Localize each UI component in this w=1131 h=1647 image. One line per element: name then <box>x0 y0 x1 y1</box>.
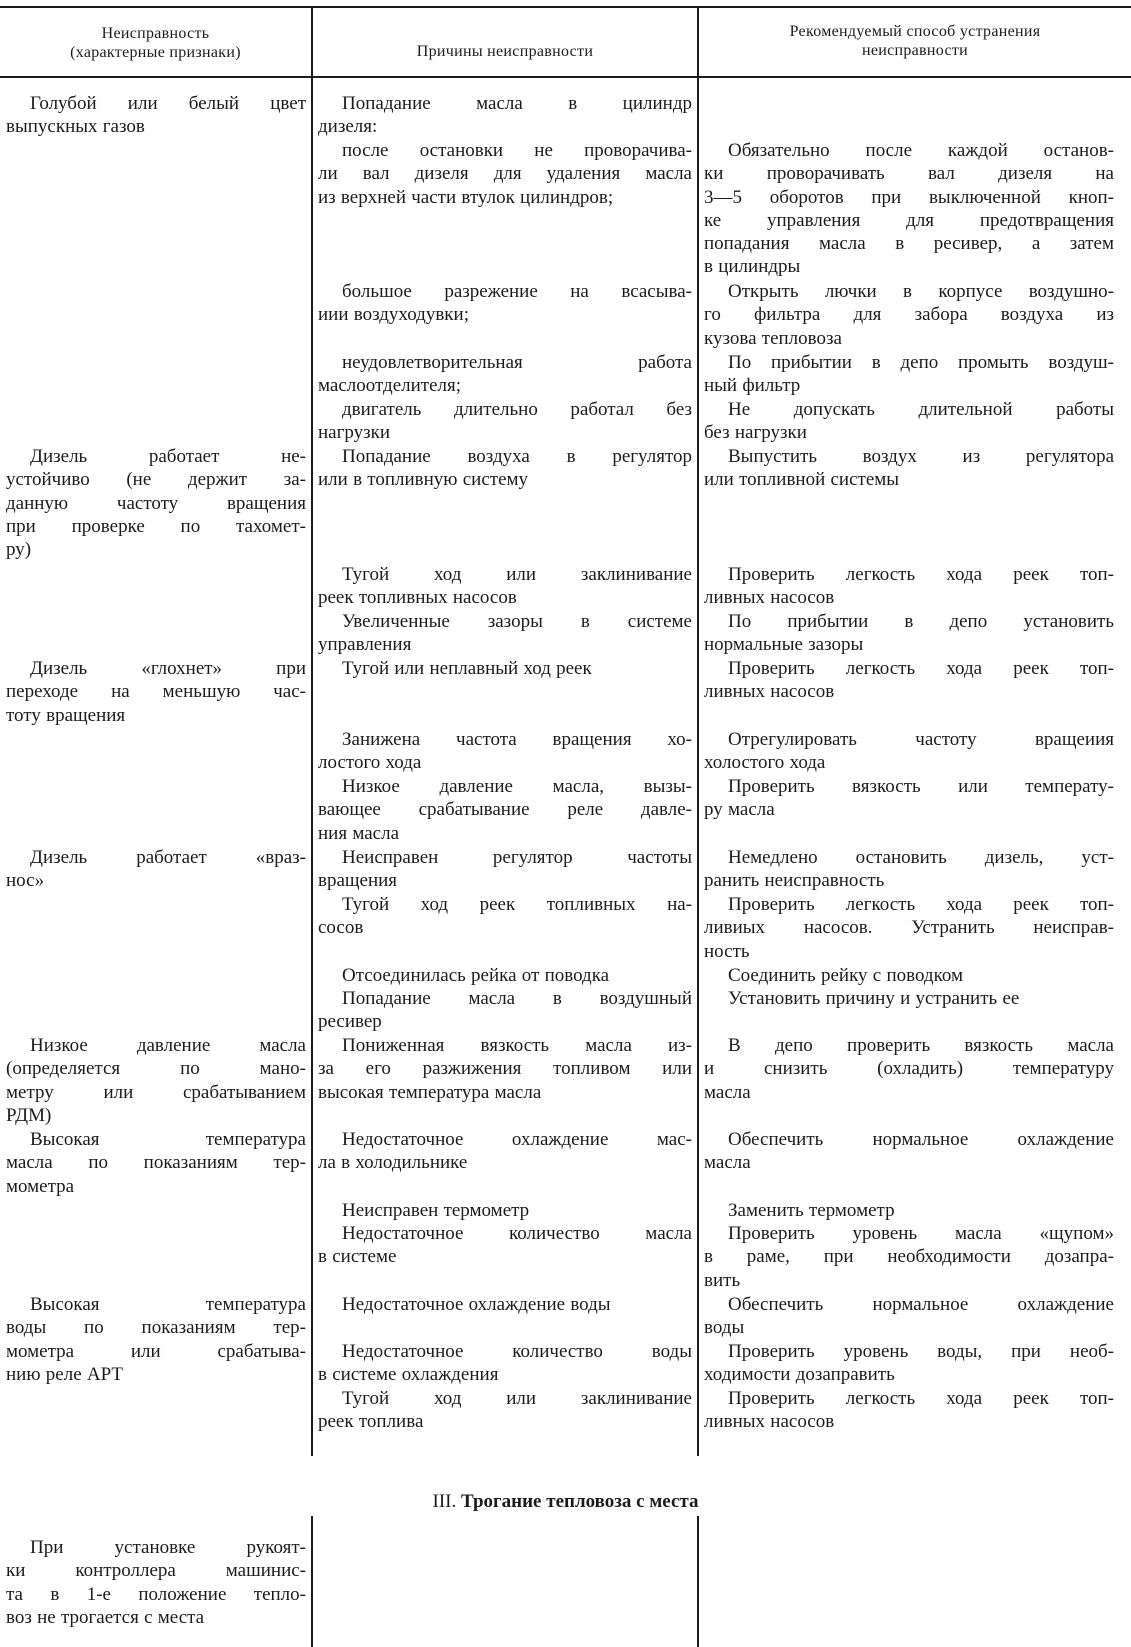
header-fault-line-1: Неисправность <box>101 25 210 42</box>
remedy-line: ливных насосов <box>704 587 835 609</box>
cause-line: двигатель длительно работал без <box>342 399 692 420</box>
remedy-line: Проверить уровень воды, при необ- <box>728 1341 1114 1362</box>
cause-line: маслоотделителя; <box>318 375 462 397</box>
fault-line: Дизель работает не- <box>30 446 306 467</box>
remedy-line: ки проворачивать вал дизеля на <box>704 163 1114 185</box>
cause-cell <box>318 1128 692 1175</box>
fault-line: нос» <box>6 870 45 892</box>
remedy-line: ранить неисправность <box>704 870 885 892</box>
remedy-line: или топливной системы <box>704 469 900 491</box>
cause-cell <box>318 92 692 139</box>
cause-line: Недостаточное охлаждение мас- <box>342 1129 692 1150</box>
fault-line: данную частоту вращения <box>6 492 306 514</box>
remedy-line: Проверить легкость хода реек топ- <box>728 564 1114 585</box>
remedy-cell <box>704 139 1114 279</box>
section-heading <box>0 1491 1131 1513</box>
remedy-cell <box>704 1387 1114 1434</box>
remedy-line: Немедлено остановить дизель, уст- <box>728 847 1114 868</box>
remedy-line: Проверить легкость хода реек топ- <box>728 658 1114 679</box>
remedy-line: Проверить уровень масла «щупом» <box>728 1223 1114 1244</box>
cause-line: реек топливных насосов <box>318 587 517 609</box>
cause-line: лостого хода <box>318 752 422 774</box>
cause-cell <box>318 1340 692 1387</box>
cause-line: после остановки не проворачива- <box>342 140 692 161</box>
remedy-line: По прибытии в депо установить <box>728 611 1114 632</box>
remedy-cell <box>704 728 1114 775</box>
remedy-line: Заменить термометр <box>728 1200 895 1221</box>
cause-cell <box>318 1199 692 1222</box>
section-number: III. <box>432 1491 457 1512</box>
cause-line: в системе охлаждения <box>318 1364 499 1386</box>
cause-line: за его разжижения топливом или <box>318 1058 692 1080</box>
fault-cell <box>6 1034 306 1127</box>
fault-line: (определяется по мано- <box>6 1058 306 1080</box>
cause-cell <box>318 398 692 445</box>
cause-line: Тугой ход или заклинивание <box>342 1388 692 1409</box>
cause-line: Неисправен регулятор частоты <box>342 847 692 868</box>
remedy-line: Установить причину и устранить ее <box>728 988 1020 1009</box>
header-fault <box>0 24 311 62</box>
cause-line: Недостаточное количество воды <box>342 1341 692 1362</box>
remedy-line: холостого хода <box>704 752 826 774</box>
remedy-line: в цилиндры <box>704 256 801 278</box>
header-remedy-line-2: неисправности <box>861 42 969 59</box>
remedy-cell <box>704 964 1114 987</box>
cause-cell <box>318 351 692 398</box>
remedy-line: масла <box>704 1081 751 1103</box>
fault-line: переходе на меньшую час- <box>6 681 306 703</box>
remedy-line: Обеспечить нормальное охлаждение <box>728 1294 1114 1315</box>
cause-line: ла в холодильнике <box>318 1152 468 1174</box>
remedy-cell <box>704 398 1114 445</box>
cause-cell <box>318 657 692 680</box>
remedy-cell <box>704 1293 1114 1340</box>
remedy-line: без нагрузки <box>704 422 807 444</box>
cause-cell <box>318 1387 692 1434</box>
cause-line: Попадание масла в воздушный <box>342 988 692 1009</box>
fault-line: масла по показаниям тер- <box>6 1152 306 1174</box>
remedy-cell <box>704 775 1114 822</box>
fault-line: мометра <box>6 1175 75 1197</box>
remedy-line: ный фильтр <box>704 375 801 397</box>
cause-line: неудовлетворительная работа <box>342 352 692 373</box>
cause-line: дизеля: <box>318 116 378 138</box>
remedy-line: Обеспечить нормальное охлаждение <box>728 1129 1114 1150</box>
remedy-cell <box>704 1222 1114 1292</box>
cause-cell <box>318 1293 692 1316</box>
column-divider-2 <box>697 6 699 1456</box>
section-title: Трогание тепловоза с места <box>461 1491 699 1512</box>
fault-line: нию реле АРТ <box>6 1363 124 1385</box>
cause-cell <box>318 775 692 845</box>
cause-line: или в топливную систему <box>318 469 529 491</box>
cause-line: реек топлива <box>318 1411 424 1433</box>
remedy-line: в раме, при необходимости дозапра- <box>704 1246 1114 1268</box>
cause-cell <box>318 728 692 775</box>
cause-cell <box>318 1222 692 1269</box>
cause-line: Отсоединилась рейка от поводка <box>342 965 610 986</box>
fault-cell <box>6 657 306 727</box>
cause-line: Занижена частота вращения хо- <box>342 729 692 750</box>
remedy-line: Отрегулировать частоту вращеиия <box>728 729 1114 750</box>
fault-line: метру или срабатыванием <box>6 1081 306 1103</box>
cause-line: Недостаточное охлаждение воды <box>342 1294 611 1315</box>
remedy-line: ность <box>704 940 750 962</box>
header-causes <box>313 42 697 61</box>
cause-cell <box>318 139 692 209</box>
fault-line: ки контроллера машинис- <box>6 1560 306 1582</box>
fault-line: Низкое давление масла <box>30 1035 306 1056</box>
remedy-cell <box>704 657 1114 704</box>
cause-line: в системе <box>318 1246 397 1268</box>
remedy-line: ливных насосов <box>704 1411 835 1433</box>
cause-line: ресивер <box>318 1011 382 1033</box>
fault-line: Голубой или белый цвет <box>30 93 306 114</box>
cause-cell <box>318 964 692 987</box>
cause-line: большое разрежение на всасыва- <box>342 281 692 302</box>
remedy-line: ливных насосов <box>704 681 835 703</box>
cause-line: ли вал дизеля для удаления масла <box>318 163 692 185</box>
header-bottom-rule <box>0 76 1131 78</box>
remedy-cell <box>704 1034 1114 1104</box>
remedy-line: ливиых насосов. Устранить неисправ- <box>704 917 1114 939</box>
remedy-line: кузова тепловоза <box>704 327 842 349</box>
fault-line: тоту вращения <box>6 704 126 726</box>
remedy-cell <box>704 987 1114 1010</box>
fault-line: Дизель работает «враз- <box>30 847 306 868</box>
fault-cell <box>6 1293 306 1386</box>
cause-cell <box>318 563 692 610</box>
remedy-line: Проверить легкость хода реек топ- <box>728 1388 1114 1409</box>
remedy-cell <box>704 610 1114 657</box>
fault-line: При установке рукоят- <box>30 1537 306 1558</box>
cause-line: сосов <box>318 917 364 939</box>
remedy-line: ке управления для предотвращения <box>704 209 1114 231</box>
remedy-cell <box>704 1128 1114 1175</box>
cause-line: Низкое давление масла, вызы- <box>342 776 692 797</box>
remedy-line: масла <box>704 1152 751 1174</box>
remedy-line: Не допускать длительной работы <box>728 399 1114 420</box>
remedy-line: ру масла <box>704 799 775 821</box>
cause-cell <box>318 987 692 1034</box>
cause-cell <box>318 846 692 893</box>
remedy-line: нормальные зазоры <box>704 634 864 656</box>
fault-line: устойчиво (не держит за- <box>6 469 306 491</box>
fault-line: РДМ) <box>6 1104 52 1126</box>
fault-cell <box>6 1128 306 1198</box>
remedy-line: 3—5 оборотов при выключенной кноп- <box>704 186 1114 208</box>
cause-line: Тугой ход или заклинивание <box>342 564 692 585</box>
remedy-line: го фильтра для забора воздуха из <box>704 304 1114 326</box>
remedy-line: Проверить легкость хода реек топ- <box>728 894 1114 915</box>
cause-line: управления <box>318 634 412 656</box>
cause-line: Увеличенные зазоры в системе <box>342 611 692 632</box>
column-divider-1 <box>311 6 313 1456</box>
fault-line: воды по показаниям тер- <box>6 1317 306 1339</box>
header-causes-line-1: Причины неисправности <box>416 43 594 60</box>
remedy-line: вить <box>704 1269 741 1291</box>
cause-line: вращения <box>318 870 398 892</box>
cause-line: Попадание воздуха в регулятор <box>342 446 692 467</box>
fault-line: Высокая температура <box>30 1129 306 1150</box>
remedy-line: Выпустить воздух из регулятора <box>728 446 1114 467</box>
cause-line: Недостаточное количество масла <box>342 1223 692 1244</box>
remedy-line: и снизить (охладить) температуру <box>704 1058 1114 1080</box>
fault-line: та в 1-е положение тепло- <box>6 1583 306 1605</box>
fault-line: воз не трогается с места <box>6 1606 205 1628</box>
header-remedy <box>699 22 1131 60</box>
remedy-cell <box>704 893 1114 963</box>
cause-line: Тугой или неплавный ход реек <box>342 658 592 679</box>
remedy-line: В депо проверить вязкость масла <box>728 1035 1114 1056</box>
fault-line: Высокая температура <box>30 1294 306 1315</box>
header-fault-line-2: (характерные признаки) <box>70 44 241 61</box>
cause-cell <box>318 610 692 657</box>
fault-cell <box>6 846 306 893</box>
remedy-line: попадания масла в ресивер, а затем <box>704 233 1114 255</box>
cause-line: ния масла <box>318 822 399 844</box>
fault-line: при проверке по тахомет- <box>6 515 306 537</box>
cause-line: Пониженная вязкость масла из- <box>342 1035 692 1056</box>
cause-cell <box>318 280 692 327</box>
fault-line: ру) <box>6 539 32 561</box>
cause-line: нагрузки <box>318 422 391 444</box>
remedy-line: ходимости дозаправить <box>704 1364 895 1386</box>
cause-cell <box>318 445 692 492</box>
cause-line: Попадание масла в цилиндр <box>342 93 692 114</box>
fault-cell <box>6 92 306 139</box>
remedy-cell <box>704 1199 1114 1222</box>
header-top-rule <box>0 6 1131 8</box>
cause-cell <box>318 893 692 940</box>
remedy-cell <box>704 1340 1114 1387</box>
header-remedy-line-1: Рекомендуемый способ устранения <box>789 23 1041 40</box>
remedy-line: Открыть лючки в корпусе воздушно- <box>728 281 1114 302</box>
fault-line: мометра или срабатыва- <box>6 1340 306 1362</box>
cause-line: Неисправен термометр <box>342 1200 530 1221</box>
fault-cell <box>6 445 306 561</box>
remedy-line: Обязательно после каждой останов- <box>728 140 1114 161</box>
remedy-cell <box>704 351 1114 398</box>
fault-cell <box>6 1536 306 1629</box>
remedy-cell <box>704 563 1114 610</box>
cause-cell <box>318 1034 692 1104</box>
remedy-cell <box>704 445 1114 492</box>
cause-line: иии воздуходувки; <box>318 304 469 326</box>
column-divider-2-cont <box>697 1516 699 1647</box>
cause-line: вающее срабатывание реле давле- <box>318 799 692 821</box>
remedy-line: Проверить вязкость или температу- <box>728 776 1114 797</box>
cause-line: Тугой ход реек топливных на- <box>342 894 692 915</box>
fault-line: выпускных газов <box>6 116 145 138</box>
fault-line: Дизель «глохнет» при <box>30 658 306 679</box>
remedy-cell <box>704 280 1114 350</box>
remedy-line: Соединить рейку с поводком <box>728 965 964 986</box>
remedy-line: По прибытии в депо промыть воздуш- <box>728 352 1114 373</box>
remedy-cell <box>704 846 1114 893</box>
remedy-line: воды <box>704 1317 745 1339</box>
cause-line: высокая температура масла <box>318 1081 542 1103</box>
column-divider-1-cont <box>311 1516 313 1647</box>
cause-line: из верхней части втулок цилиндров; <box>318 186 614 208</box>
